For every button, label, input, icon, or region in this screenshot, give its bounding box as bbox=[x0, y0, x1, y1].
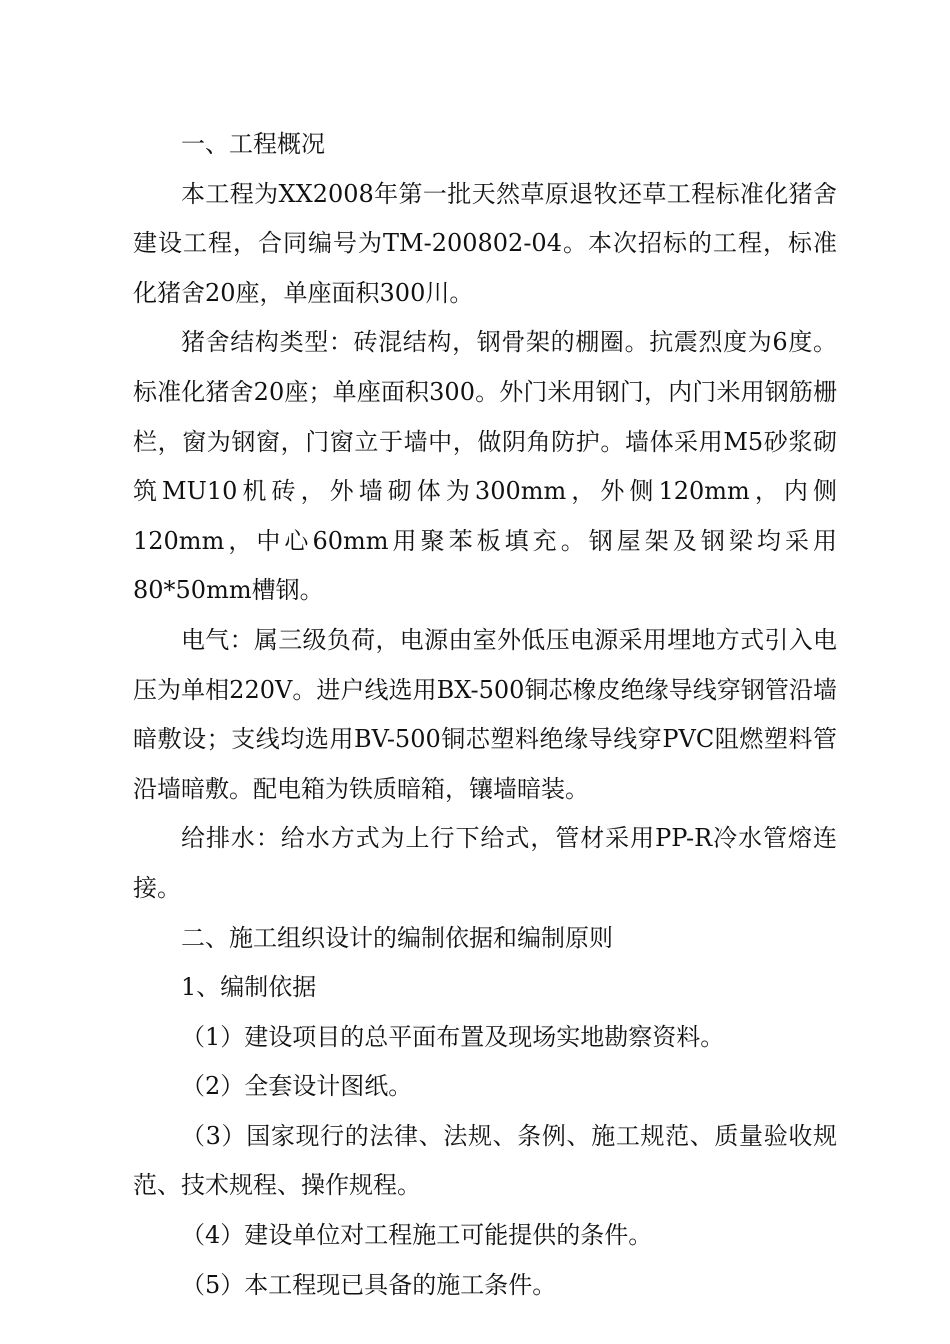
list-item: （2）全套设计图纸。 bbox=[181, 1072, 413, 1101]
list-item: （5）本工程现已具备的施工条件。 bbox=[181, 1270, 557, 1299]
paragraph-electrical: 电气：属三级负荷，电源由室外低压电源采用埋地方式引入电压为单相220V。进户线选用BX-500铜芯橡皮绝缘导线穿钢管沿墙暗敷设；支线均选用BV-500铜芯塑料绝缘导线穿PVC阻燃塑料管沿墙暗敷。配电箱为铁质暗箱，镶墙暗装。 bbox=[133, 625, 837, 803]
paragraph-structure: 猪舍结构类型：砖混结构，钢骨架的棚圈。抗震烈度为6度。标准化猪舍20座；单座面积300。外门米用钢门，内门米用钢筋栅栏，窗为钢窗，门窗立于墙中，做阴角防护。墙体采用M5砂浆砌筑MU10机砖，外墙砌体为300mm，外侧120mm，内侧120mm，中心60mm用聚苯板填充。钢屋架及钢梁均采用80*50mm槽钢。 bbox=[133, 328, 837, 605]
document-body bbox=[133, 120, 837, 1310]
paragraph-plumbing: 给排水：给水方式为上行下给式，管材采用PP-R冷水管熔连接。 bbox=[133, 824, 837, 902]
paragraph-project-intro: 本工程为XX2008年第一批天然草原退牧还草工程标准化猪舍建设工程，合同编号为TM-200802-04。本次招标的工程，标准化猪舍20座，单座面积300川。 bbox=[133, 179, 837, 307]
section-heading-basis: 二、施工组织设计的编制依据和编制原则 bbox=[181, 923, 613, 952]
subheading-basis: 1、编制依据 bbox=[181, 973, 317, 1002]
list-item: （3）国家现行的法律、法规、条例、施工规范、质量验收规范、技术规程、操作规程。 bbox=[133, 1121, 837, 1200]
section-heading-overview: 一、工程概况 bbox=[181, 130, 325, 158]
list-item: （4）建设单位对工程施工可能提供的条件。 bbox=[181, 1221, 653, 1250]
list-item: （1）建设项目的总平面布置及现场实地勘察资料。 bbox=[181, 1022, 725, 1051]
